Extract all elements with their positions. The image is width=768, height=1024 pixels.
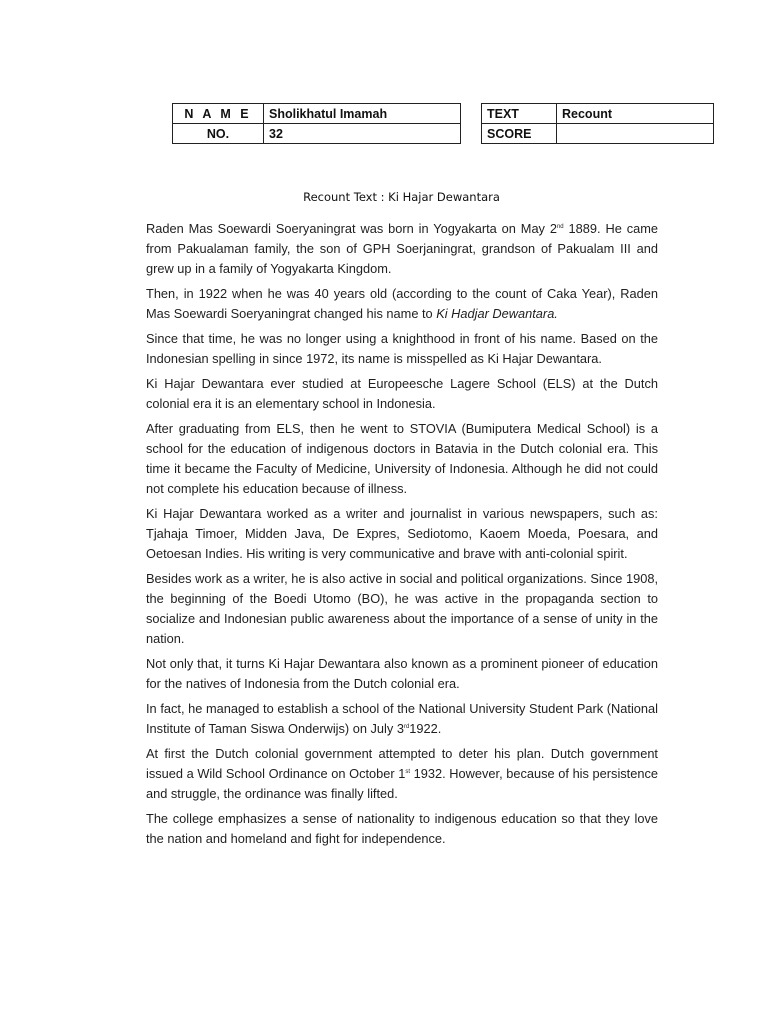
number-value: 32 — [264, 124, 461, 144]
text-type-row — [482, 104, 714, 124]
paragraph-2-italic-name: Ki Hadjar Dewantara. — [436, 306, 558, 321]
paragraph-1-text-b: 1889. He came from Pakualaman family, the son of GPH Soerjaningrat, grandson of Pakualam III and grew up in a family of Yogyakarta Kingdom. — [146, 221, 658, 276]
student-info-table — [172, 103, 461, 144]
document-title: Recount Text : Ki Hajar Dewantara — [303, 190, 500, 204]
name-label: N A M E — [173, 104, 264, 124]
paragraph-8: Not only that, it turns Ki Hajar Dewantara also known as a prominent pioneer of education for the natives of Indonesia from the Dutch colonial era. — [146, 656, 658, 691]
assessment-table — [481, 103, 714, 144]
paragraph-7: Besides work as a writer, he is also active in social and political organizations. Since 1908, the beginning of the Boedi Utomo (BO), he was active in the propaganda section to socialize and Indonesian public awareness about the importance of a sense of unity in the nation. — [146, 571, 658, 646]
superscript-nd: nd — [556, 224, 564, 230]
paragraph-10-text-a: At first the Dutch colonial government attempted to deter his plan. Dutch government issued a Wild School Ordinance on October 1 — [146, 746, 658, 781]
paragraph-9-text-a: In fact, he managed to establish a school of the National University Student Park (National Institute of Taman Siswa Onderwijs) on July 3 — [146, 701, 658, 736]
paragraph-10-text-b: 1932. However, because of his persistence and struggle, the ordinance was finally lifted. — [146, 766, 658, 801]
paragraph-10 — [146, 744, 658, 804]
superscript-rd: rd — [403, 724, 410, 730]
text-type-value: Recount — [557, 104, 714, 124]
superscript-st: st — [405, 769, 411, 775]
score-row — [482, 124, 714, 144]
paragraph-4: Ki Hajar Dewantara ever studied at Europeesche Lagere School (ELS) at the Dutch colonial era it is an elementary school in Indonesia. — [146, 376, 658, 411]
text-type-label: TEXT — [482, 104, 557, 124]
paragraph-3: Since that time, he was no longer using a knighthood in front of his name. Based on the Indonesian spelling in since 1972, its name is misspelled as Ki Hajar Dewantara. — [146, 331, 658, 366]
paragraph-5: After graduating from ELS, then he went to STOVIA (Bumiputera Medical School) is a school for the education of indigenous doctors in Batavia in the Dutch colonial era. This time it became the Faculty of Medicine, University of Indonesia. Although he did not could not complete his education because of illness. — [146, 421, 658, 496]
name-row — [173, 104, 461, 124]
score-value — [557, 124, 714, 144]
paragraph-1-text-a: Raden Mas Soewardi Soeryaningrat was born in Yogyakarta on May 2 — [146, 221, 557, 236]
paragraph-2-text: Then, in 1922 when he was 40 years old (according to the count of Caka Year), Raden Mas Soewardi Soeryaningrat changed his name to — [146, 286, 658, 321]
paragraph-9-text-b: 1922. — [409, 721, 442, 736]
paragraph-9 — [146, 699, 658, 739]
number-label: NO. — [173, 124, 264, 144]
number-row — [173, 124, 461, 144]
paragraph-1 — [146, 219, 658, 279]
paragraph-6: Ki Hajar Dewantara worked as a writer and journalist in various newspapers, such as: Tjahaja Timoer, Midden Java, De Expres, Sediotomo, Kaoem Moeda, Poesara, and Oetoesan Indies. His writing is very communicative and brave with anti-colonial spirit. — [146, 506, 658, 561]
name-value: Sholikhatul Imamah — [264, 104, 461, 124]
paragraph-2 — [146, 284, 658, 324]
paragraph-11: The college emphasizes a sense of nationality to indigenous education so that they love the nation and homeland and fight for independence. — [146, 811, 658, 846]
score-label: SCORE — [482, 124, 557, 144]
document-body — [146, 219, 658, 854]
